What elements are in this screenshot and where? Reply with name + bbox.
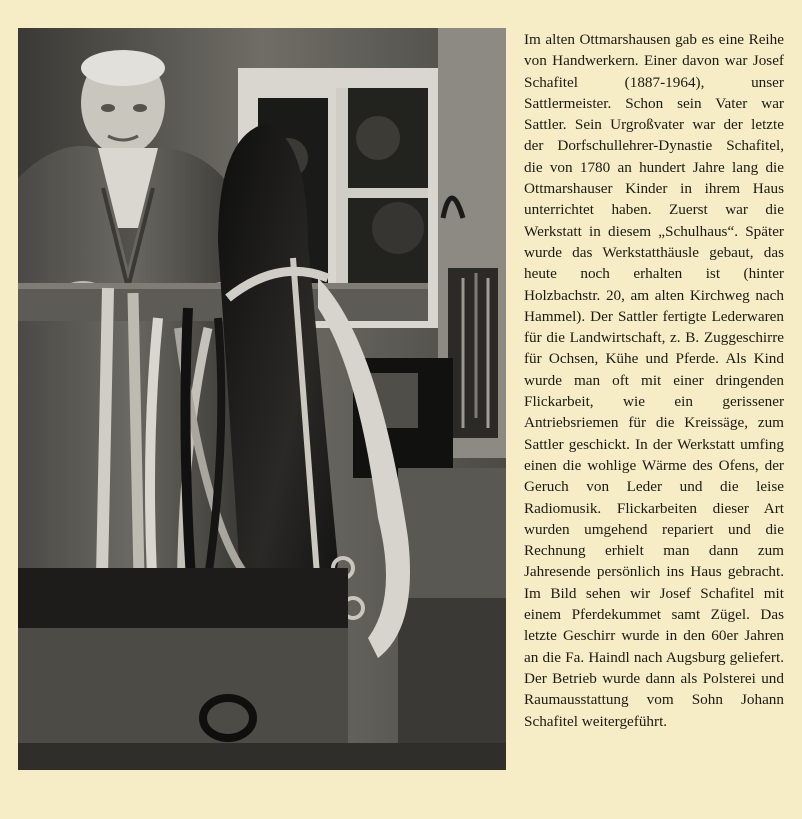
workshop-photo — [18, 28, 506, 770]
photograph-icon — [18, 28, 506, 770]
article-text — [524, 29, 784, 730]
article-paragraph: Im alten Ottmarshausen gab es eine Reihe von Handwerkern. Einer davon war Josef Schafitel (1887-1964), unser Sattlermeister. Schon sein Vater war Sattler. Sein Urgroßvater war der letzte der Dorfschullehrer-Dynastie Schafitel, die von 1780 an hundert Jahre lang die Ottmarshauser Kinder in ihrem Haus unterrichtet haben. Zuerst war die Werkstatt in diesem „Schulhaus“. Später wurde das Werkstatthäusle gebaut, das heute noch erhalten ist (hinter Holzbachstr. 20, am alten Kirchweg nach Hammel). Der Sattler fertigte Lederwaren für die Landwirtschaft, z. B. Zuggeschirre für Ochsen, Kühe und Pferde. Als Kind wurde man oft mit einer dringenden Flickarbeit, wie ein gerissener Antriebsriemen für die Kreissäge, zum Sattler geschickt. In der Werkstatt umfing einen die wohlige Wärme des Ofens, der Geruch von Leder und die leise Radiomusik. Flickarbeiten dieser Art wurden umgehend repariert und die Rechnung erhielt man dann zum Jahresende persönlich ins Haus gebracht. Im Bild sehen wir Josef Schafitel mit einem Pferdekummet samt Zügel. Das letzte Geschirr wurde in den 60er Jahren an die Fa. Haindl nach Augsburg geliefert. Der Betrieb wurde dann als Polsterei und Raumausstattung vom Sohn Johann Schafitel weitergeführt. — [524, 31, 784, 730]
